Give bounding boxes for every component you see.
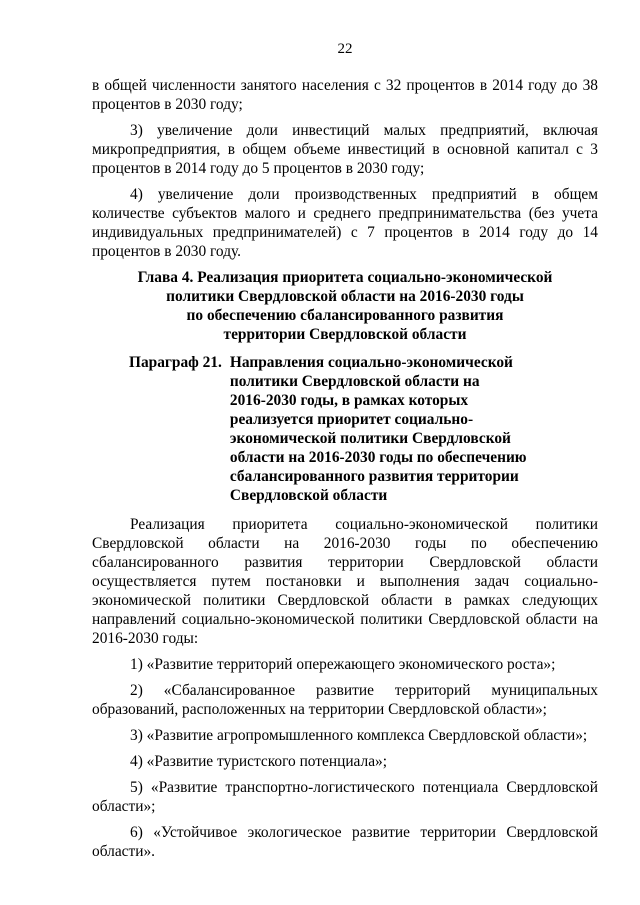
- paragraph-heading: [92, 353, 598, 505]
- paragraph-heading-line: политики Свердловской области на: [229, 373, 480, 390]
- direction-item-5: 5) «Развитие транспортно-логистического потенциала Свердловской области»;: [92, 779, 598, 815]
- list-item-4: 4) увеличение доли производственных предприятий в общем количестве субъектов малого и среднего предпринимательства (без учета индивидуальных предпринимателей) с 7 процентов в 2014 году до 14 процентов в 2030 году.: [92, 186, 598, 260]
- paragraph-heading-line: реализуется приоритет социально-: [229, 411, 474, 428]
- continuation-line: в общей численности занятого населения с 32 процентов в 2014 году до: [92, 77, 578, 94]
- list-item-3: 3) увеличение доли инвестиций малых предприятий, включая микропредприятия, в общем объеме инвестиций в основной капитал с 3 процентов в 2014 году до 5 процентов в 2030 году;: [92, 122, 598, 177]
- direction-item-1: 1) «Развитие территорий опережающего экономического роста»;: [130, 656, 556, 673]
- direction-item-6: 6) «Устойчивое экологическое развитие территории Свердловской области».: [92, 824, 598, 860]
- paragraph-heading-line: 2016-2030 годы, в рамках которых: [229, 392, 469, 409]
- page-number: 22: [337, 41, 353, 57]
- chapter-title-line: Глава 4. Реализация приоритета социально-экономической: [137, 269, 553, 286]
- paragraph-heading-line: Свердловской области: [229, 487, 388, 504]
- chapter-title-line: по обеспечению сбалансированного развития: [186, 307, 504, 324]
- paragraph-heading-line: области на 2016-2030 годы по обеспечению: [229, 449, 527, 466]
- paragraph-heading-line: Направления социально-экономической: [229, 354, 513, 371]
- chapter-title: [92, 268, 598, 344]
- continuation-line: 38 процентов в 2030 году;: [92, 77, 598, 113]
- paragraph-heading-label: Параграф 21.: [129, 354, 222, 371]
- chapter-title-line: политики Свердловской области на 2016-2030 годы: [166, 288, 524, 305]
- direction-item-3: 3) «Развитие агропромышленного комплекса Свердловской области»;: [130, 727, 588, 744]
- continuation-text: [92, 76, 598, 114]
- chapter-title-line: территории Свердловской области: [223, 326, 467, 343]
- paragraph-heading-line: экономической политики Свердловской: [229, 430, 511, 447]
- paragraph-heading-text: [230, 353, 527, 505]
- paragraph-heading-line: сбалансированного развития территории: [229, 468, 519, 485]
- direction-item-2: 2) «Сбалансированное развитие территорий муниципальных образований, расположенных на территории Свердловской области»;: [92, 682, 598, 718]
- direction-item-4: 4) «Развитие туристского потенциала»;: [130, 753, 388, 770]
- intro-paragraph: Реализация приоритета социально-экономической политики Свердловской области на 2016-2030 годы по обеспечению сбалансированного развития территории Свердловской области осуществляется путем постановки и выполнения задач социально-экономической политики Свердловской области в рамках следующих направлений социально-экономической политики Свердловской области на 2016-2030 годы:: [92, 516, 598, 647]
